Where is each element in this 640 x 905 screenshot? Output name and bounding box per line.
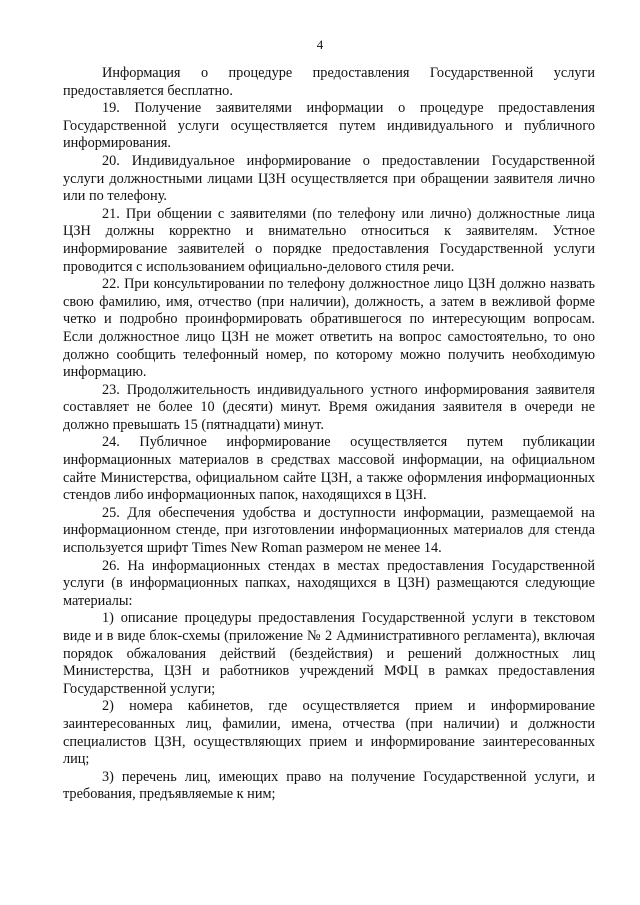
paragraph-24: 24. Публичное информирование осуществляется путем публикации информационных материалов в средствах массовой информации, на официальном сайте Министерства, официальном сайте ЦЗН, а также оформления информационных стендов либо информационных папок, находящихся в ЦЗН. <box>63 434 595 504</box>
list-item-2: 2) номера кабинетов, где осуществляется прием и информирование заинтересованных лиц, фамилии, имена, отчества (при наличии) и должности специалистов ЦЗН, осуществляющих прием и информирование заинтересованных лиц; <box>63 698 595 768</box>
paragraph-26: 26. На информационных стендах в местах предоставления Государственной услуги (в информационных папках, находящихся в ЦЗН) размещаются следующие материалы: <box>63 557 595 609</box>
page-number: 4 <box>316 37 324 52</box>
list-item-3: 3) перечень лиц, имеющих право на получение Государственной услуги, и требования, предъявляемые к ним; <box>63 768 595 803</box>
paragraph-20: 20. Индивидуальное информирование о предоставлении Государственной услуги должностными лицами ЦЗН осуществляется при обращении заявителя лично или по телефону. <box>63 152 595 205</box>
paragraph-info-free: Информация о процедуре предоставления Государственной услуги предоставляется бесплатно. <box>63 65 595 99</box>
paragraph-22: 22. При консультировании по телефону должностное лицо ЦЗН должно назвать свою фамилию, имя, отчество (при наличии), должность, а затем в вежливой форме четко и подробно проинформировать обратившегося по интересующим вопросам. Если должностное лицо ЦЗН не может ответить на вопрос самостоятельно, то оно должно сообщить телефонный номер, по которому можно получить необходимую информацию. <box>63 276 595 381</box>
document-body <box>63 65 595 804</box>
paragraph-25: 25. Для обеспечения удобства и доступности информации, размещаемой на информационном стенде, при изготовлении информационных материалов для стенда используется шрифт Times New Roman размером не менее 14. <box>63 504 595 557</box>
paragraph-21: 21. При общении с заявителями (по телефону или лично) должностные лица ЦЗН должны корректно и внимательно относиться к заявителям. Устное информирование заявителей о порядке предоставления Государственной услуги проводится с использованием официально-делового стиля речи. <box>63 205 595 275</box>
paragraph-19: 19. Получение заявителями информации о процедуре предоставления Государственной услуги осуществляется путем индивидуального и публичного информирования. <box>63 100 595 152</box>
paragraph-23: 23. Продолжительность индивидуального устного информирования заявителя составляет не более 10 (десяти) минут. Время ожидания заявителя в очереди не должно превышать 15 (пятнадцати) минут. <box>63 381 595 433</box>
list-item-1: 1) описание процедуры предоставления Государственной услуги в текстовом виде и в виде блок-схемы (приложение № 2 Административного регламента), включая порядок обжалования действий (бездействия) и решений должностных лиц Министерства, ЦЗН и работников учреждений МФЦ в рамках предоставления Государственной услуги; <box>63 610 595 697</box>
